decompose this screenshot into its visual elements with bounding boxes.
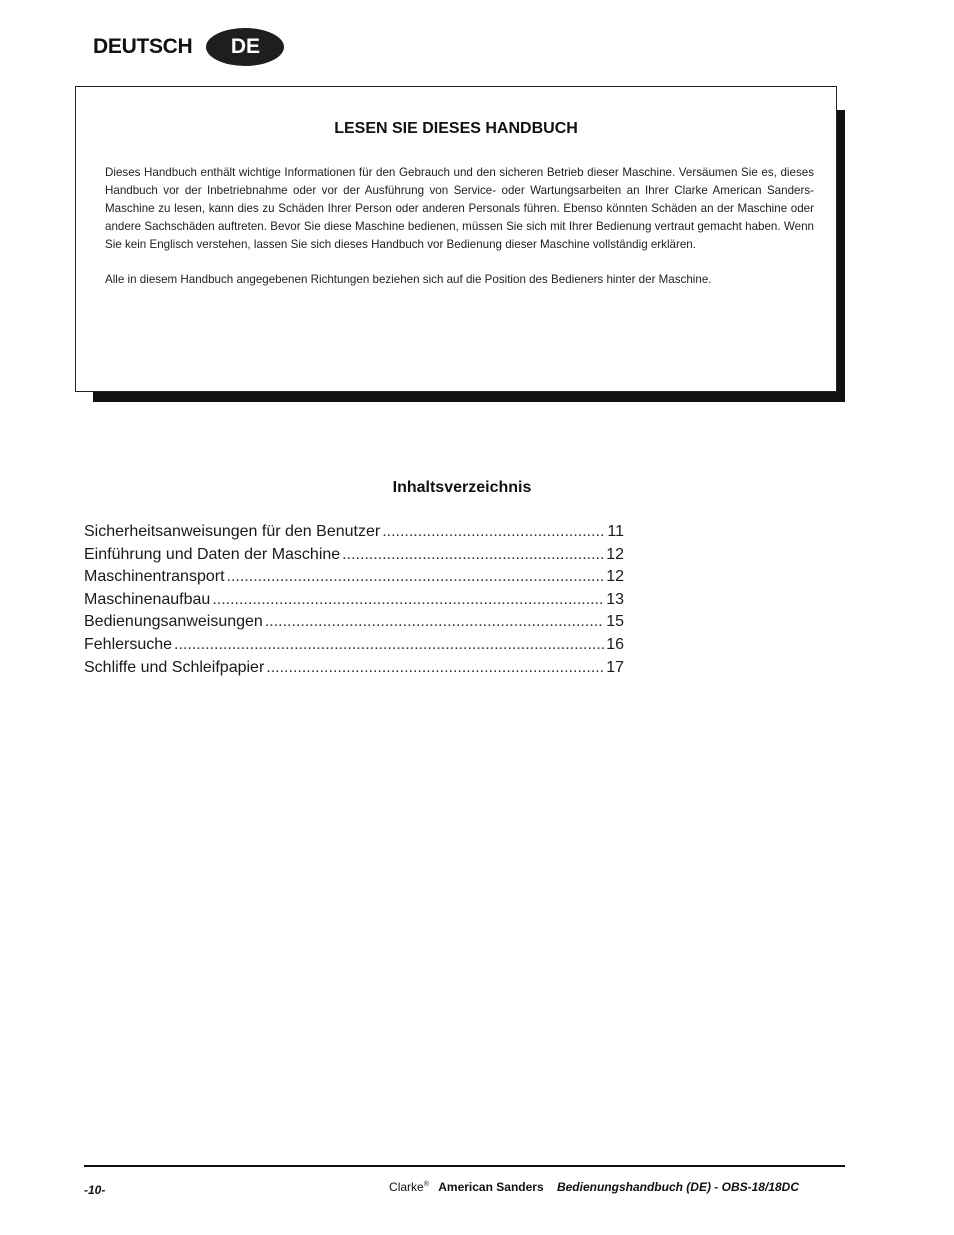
toc-leader-dots [227, 568, 605, 586]
footer-page-number: -10- [84, 1183, 106, 1197]
toc-entry-label: Schliffe und Schleifpapier [84, 658, 265, 676]
toc-entry[interactable] [84, 546, 624, 569]
toc-entry-page: 11 [607, 523, 624, 540]
toc-entry[interactable] [84, 568, 624, 591]
language-badge: DE [206, 28, 284, 66]
toc-leader-dots [265, 613, 604, 631]
toc-entry[interactable] [84, 613, 624, 636]
toc-entry[interactable] [84, 523, 624, 546]
toc-entry-page: 15 [606, 613, 624, 631]
footer-divider [84, 1165, 845, 1167]
notice-paragraph: Dieses Handbuch enthält wichtige Informationen für den Gebrauch und den sicheren Betrieb dieser Maschine. Versäumen Sie es, dieses Handbuch vor der Inbetriebnahme oder vor der Ausführung von Service- oder Wartungsarbeiten an Ihrer Clarke American Sanders-Maschine zu lesen, kann dies zu Schäden Ihrer Person oder anderen Personals führen. Ebenso könnten Schäden an der Maschine oder andere Sachschäden auftreten. Bevor Sie diese Maschine bedienen, müssen Sie sich mit Ihrer Bedienung vertraut gemacht haben. Wenn Sie kein Englisch verstehen, lassen Sie sich dieses Handbuch vor Bedienung dieser Maschine vollständig erklären. [105, 166, 814, 251]
toc-entry-page: 12 [606, 568, 624, 586]
registered-mark: ® [423, 1181, 429, 1188]
notice-paragraph: Alle in diesem Handbuch angegebenen Richtungen beziehen sich auf die Position des Bedieners hinter der Maschine. [105, 273, 712, 286]
toc-leader-dots [266, 659, 604, 677]
toc-leader-dots [212, 591, 604, 609]
toc-leader-dots [342, 546, 604, 564]
toc-entry[interactable] [84, 636, 624, 659]
toc-leader-dots [174, 636, 604, 654]
language-title: DEUTSCH [93, 35, 193, 58]
footer-brand-name: Clarke [389, 1180, 424, 1194]
notice-title: LESEN SIE DIESES HANDBUCH [334, 120, 578, 137]
footer-company: American Sanders [438, 1180, 544, 1194]
toc-entry-label: Fehlersuche [84, 635, 173, 653]
footer-document-info [389, 1180, 799, 1194]
toc-leader-dots [382, 523, 605, 541]
toc-entry-page: 17 [606, 658, 624, 676]
toc-title: Inhaltsverzeichnis [392, 479, 532, 496]
toc-entry-page: 13 [606, 590, 624, 608]
toc-entry-label: Bedienungsanweisungen [84, 613, 263, 631]
toc-entry-label: Einführung und Daten der Maschine [84, 545, 341, 563]
footer-brand [389, 1180, 429, 1194]
toc-entry-page: 12 [606, 545, 624, 563]
toc-entry[interactable] [84, 659, 624, 682]
language-header [93, 28, 284, 66]
footer-document-title: Bedienungshandbuch (DE) - OBS-18/18DC [556, 1180, 799, 1194]
toc-entry[interactable] [84, 591, 624, 614]
notice-body [105, 164, 814, 289]
toc-entry-page: 16 [606, 635, 624, 653]
toc-entry-label: Maschinenaufbau [84, 590, 211, 608]
toc-entry-label: Maschinentransport [84, 568, 225, 586]
table-of-contents [84, 523, 624, 681]
notice-box [75, 86, 837, 392]
toc-entry-label: Sicherheitsanweisungen für den Benutzer [84, 523, 381, 540]
